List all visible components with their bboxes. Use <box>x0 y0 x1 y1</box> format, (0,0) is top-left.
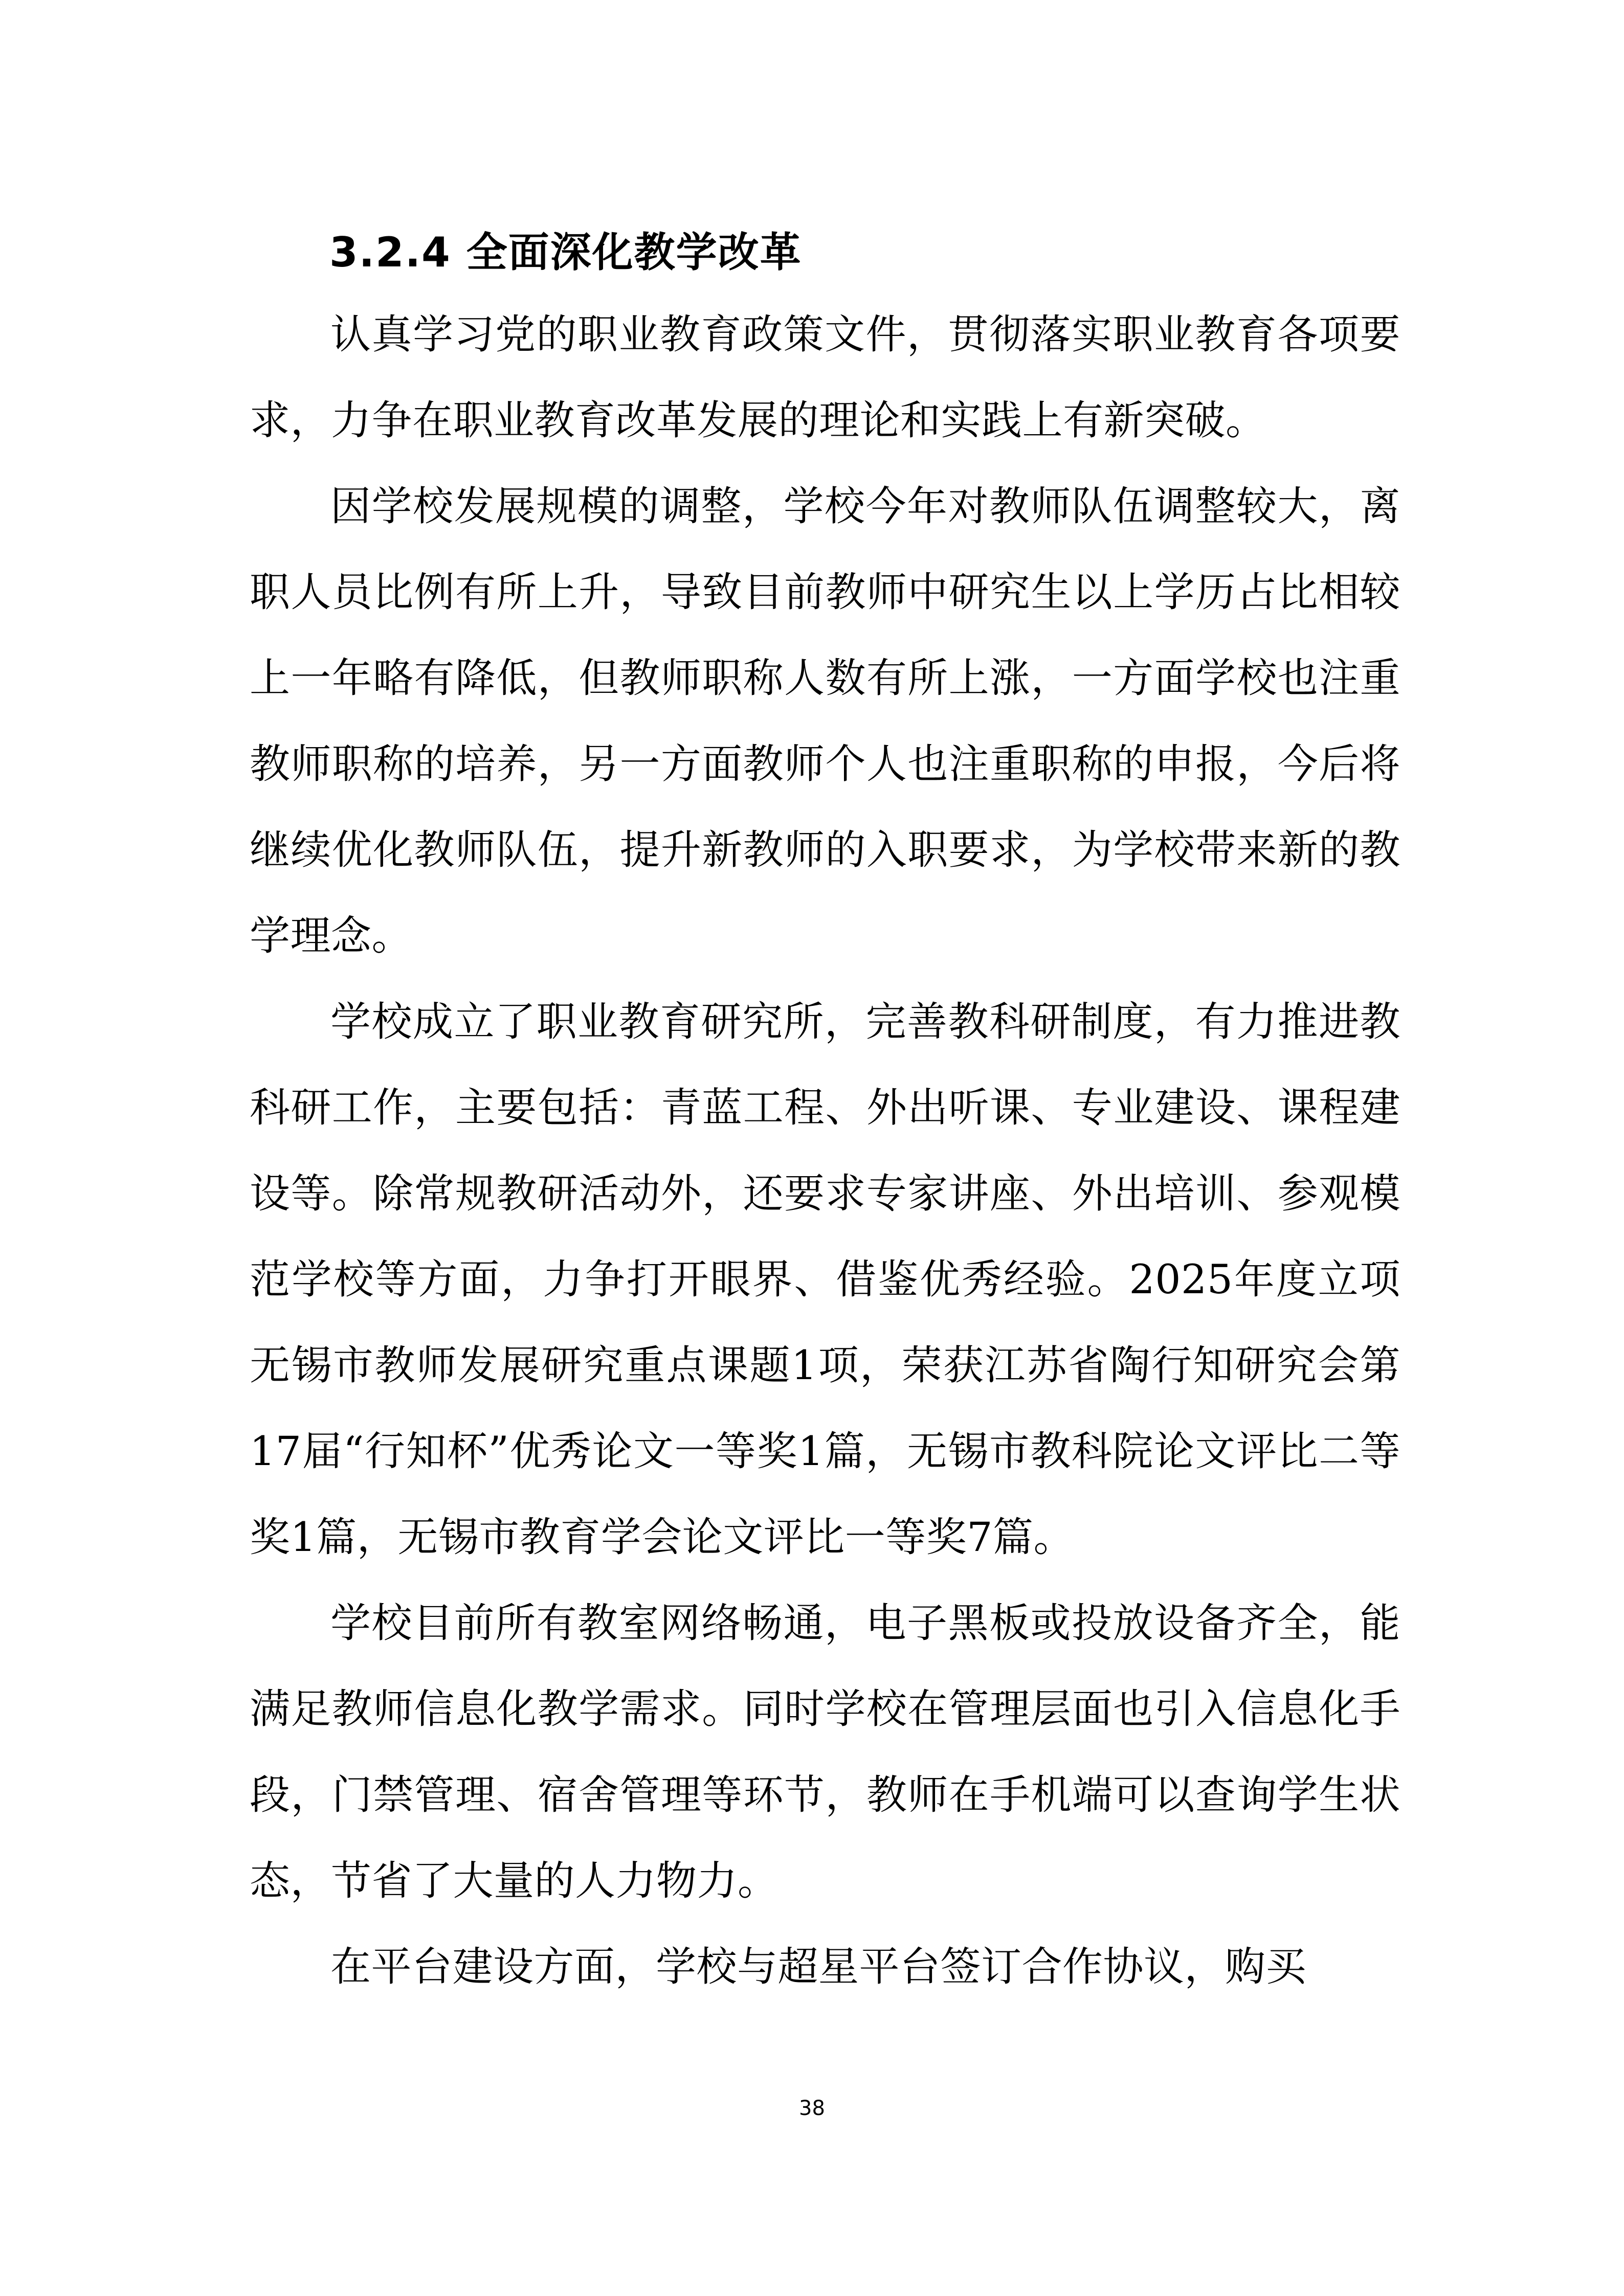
section-heading: 3.2.4 全面深化教学改革 <box>329 229 802 276</box>
paragraph-platform-construction: 在平台建设方面，学校与超星平台签订合作协议，购买 <box>330 1943 1306 1990</box>
paragraph-teacher-team: 因学校发展规模的调整，学校今年对教师队伍调整较大，离职人员比例有所上升，导致目前教师中研究生以上学历占比相较上一年略有降低，但教师职称人数有所上涨，一方面学校也注重教师职称的培养，另一方面教师个人也注重职称的申报，今后将继续优化教师队伍，提升新教师的入职要求，为学校带来新的教学理念。 <box>250 483 1400 959</box>
paragraph-research-institute: 学校成立了职业教育研究所，完善教科研制度，有力推进教科研工作，主要包括：青蓝工程、外出听课、专业建设、课程建设等。除常规教研活动外，还要求专家讲座、外出培训、参观模范学校等方面，力争打开眼界、借鉴优秀经验。2025年度立项无锡市教师发展研究重点课题1项，荣获江苏省陶行知研究会第17届“行知杯”优秀论文一等奖1篇，无锡市教科院论文评比二等奖1篇，无锡市教育学会论文评比一等奖7篇。 <box>250 998 1400 1561</box>
paragraph-informatization: 学校目前所有教室网络畅通，电子黑板或投放设备齐全，能满足教师信息化教学需求。同时学校在管理层面也引入信息化手段，门禁管理、宿舍管理等环节，教师在手机端可以查询学生状态，节省了大量的人力物力。 <box>250 1600 1400 1904</box>
page-body <box>250 210 1400 2010</box>
page-number: 38 <box>799 2097 825 2120</box>
paragraph-policy-study: 认真学习党的职业教育政策文件，贯彻落实职业教育各项要求，力争在职业教育改革发展的理论和实践上有新突破。 <box>250 311 1400 444</box>
